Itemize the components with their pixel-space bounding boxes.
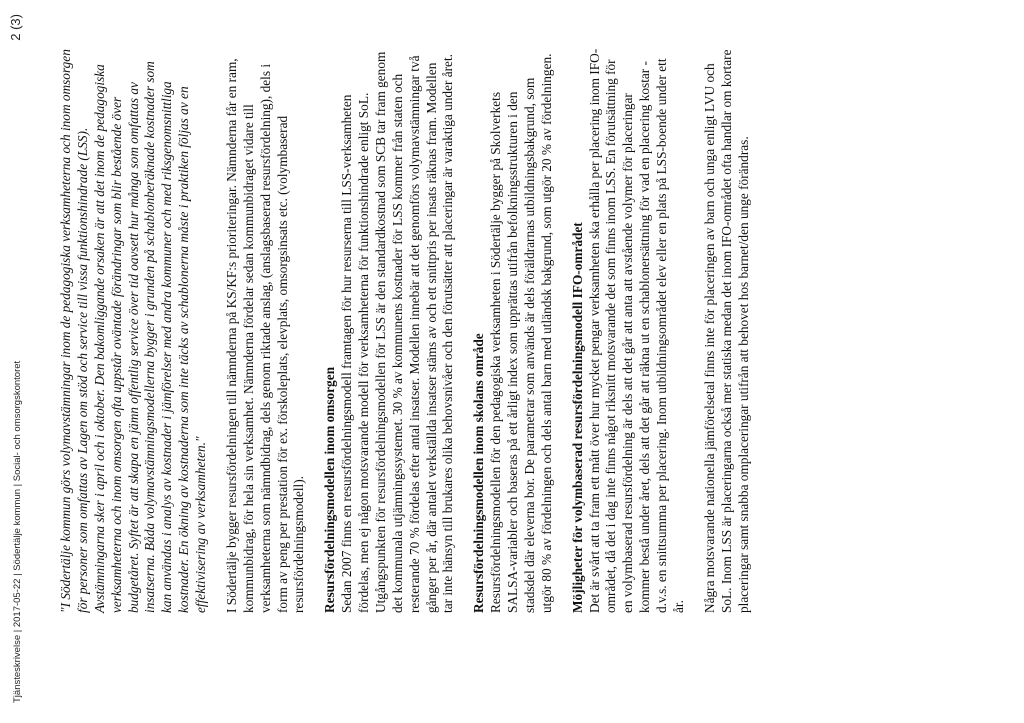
- document-body: [58, 48, 752, 613]
- section-heading: Möjligheter för volymbaserad resursfördelningsmodell IFO-området: [569, 222, 585, 613]
- closing-paragraph: Några motsvarande nationella jämförelsetal finns inte för placeringen av barn och unga enligt LVU och SoL. Inom LSS är placeringarna också mer statiska medan det inom IFO-området ofta handlar om kortare placeringar samt snabba omplaceringar utifrån att behovet hos barnet/den unge förändras.: [701, 49, 751, 613]
- quote-paragraph: "I Södertälje kommun görs volymavstämningar inom de pedagogiska verksamheterna och inom omsorgen för personer som omfattas av Lagen om stöd och service till vissa funktionshindrade (LSS). Avstämningarna sker i april och i oktober. Den bakomliggande orsaken är att det inom de pedagogiska verksamheterna och inom omsorgen ofta uppstår oväntade förändringar som blir bestående över budgetåret. Syftet är att skapa en jämn offentlig service över tid oavsett hur många som omfattas av insatserna. Båda volymavstämningsmodellerna bygger i grunden på schablonberäknade kostnader som kan användas i analys av kostnader i jämförelser med andra kommuner och med riksgenomsnittliga kostnader. En ökning av kostnaderna som inte täcks av schablonerna måste i praktiken följas av en effektivisering av verksamheten.": [58, 49, 208, 613]
- section-omsorg: [322, 48, 457, 613]
- section-ifo: [570, 48, 688, 613]
- section-text: Resursfördelningsmodellen för den pedagogiska verksamheten i Södertälje bygger på Skolverkets SALSA-variabler och baseras på ett årligt index som upprättas utifrån befolkningsstrukturen i den stadsdel där eleverna bor. De parametrar som används är dels föräldrarnas utbildningsbakgrund, som utgör 80 % av fördelningen och dels antal barn med utländsk bakgrund, som utgör 20 % av fördelningen.: [488, 53, 554, 613]
- section-skola: [471, 48, 555, 613]
- document-header: Tjänsteskrivelse | 2017-05-22 | Södertälje kommun | Social- och omsorgskontoret: [12, 360, 23, 703]
- section-text: Sedan 2007 finns en resursfördelningsmodell framtagen för hur resurserna till LSS-verksamheten fördelas, men ej någon motsvarande modell för verksamheterna för funktionshindrade enligt SoL. Utgångspunkten för resursfördelningsmodellen för LSS är den standardkostnad som SCB tar fram genom det kommunala utjämningssystemet. 30 % av kommunens kostnader för LSS kommer från staten och resterande 70 % fördelas efter antal insatser. Modellen innebär att det genomförs volymavstämningar två gånger per år, där antalet verkställda insatser stäms av och ett snittpris per insats räknas fram. Modellen tar inte hänsyn till brukares olika behovsnivåer och den förutsätter att placeringar är varaktiga under året.: [339, 51, 456, 613]
- intro-paragraph: I Södertälje bygger resursfördelningen till nämnderna på KS/KF:s prioriteringar. Nämnderna får en ram, kommunbidrag, för hela sin verksamhet. Nämnderna fördelar sedan kommunbidraget vidare till verksamheterna som nämndbidrag, dels genom riktade anslag, (anslagsbaserad resursfördelning), dels i form av peng per prestation för ex. förskoleplats, elevplats, omsorgsinsats etc. (volymbaserad resursfördelningsmodell).: [223, 58, 307, 613]
- section-heading: Resursfördelningsmodellen inom omsorgen: [322, 367, 338, 613]
- section-heading: Resursfördelningsmodellen inom skolans område: [471, 333, 487, 613]
- section-text: Det är svårt att ta fram ett mått över hur mycket pengar verksamheten ska erhålla per placering inom IFO-området, då det i dag inte finns något riksnitt motsvarande det som finns inom LSS. En förutsättning för en volymbaserad resursfördelning är dels att det går att anta att avstående volymer för placeringar kommer bestå under året, dels att det går att räkna ut en schablonersättning för vad en placering kostar - d.v.s. en snittsumma per placering. Inom utbildningsområdet elev eller en plats på LSS-boende under ett år.: [586, 48, 686, 613]
- page-number: 2 (3): [8, 14, 23, 41]
